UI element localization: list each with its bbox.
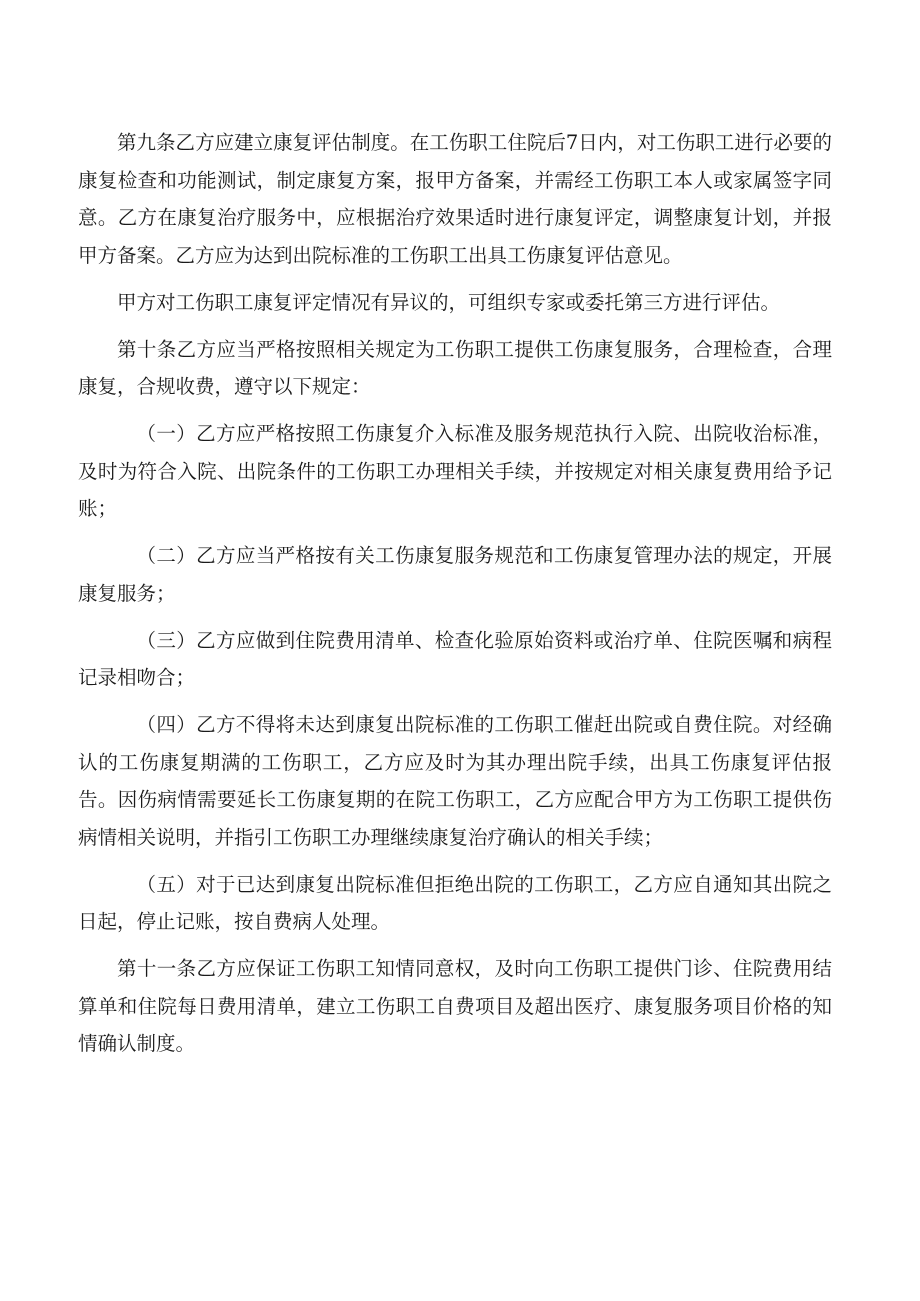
paragraph-item-2: （二）乙方应当严格按有关工伤康复服务规范和工伤康复管理办法的规定，开展康复服务； [78,544,832,605]
paragraph-item-3: （三）乙方应做到住院费用清单、检查化验原始资料或治疗单、住院医嘱和病程记录相吻合； [78,628,832,689]
paragraph-dispute-evaluation: 甲方对工伤职工康复评定情况有异议的，可组织专家或委托第三方进行评估。 [117,290,781,314]
paragraph-article-9: 第九条乙方应建立康复评估制度。在工伤职工住院后7日内，对工伤职工进行必要的康复检查和功能测试，制定康复方案，报甲方备案，并需经工伤职工本人或家属签字同意。乙方在康复治疗服务中，应根据治疗效果适时进行康复评定，调整康复计划，并报甲方备案。乙方应为达到出院标准的工伤职工出具工伤康复评估意见。 [78,131,832,267]
paragraph-item-4: （四）乙方不得将未达到康复出院标准的工伤职工催赶出院或自费住院。对经确认的工伤康复期满的工伤职工，乙方应及时为其办理出院手续，出具工伤康复评估报告。因伤病情需要延长工伤康复期的在院工伤职工，乙方应配合甲方为工伤职工提供伤病情相关说明，并指引工伤职工办理继续康复治疗确认的相关手续； [78,713,832,849]
document-body [78,124,832,1063]
paragraph-item-1: （一）乙方应严格按照工伤康复介入标准及服务规范执行入院、出院收治标准，及时为符合入院、出院条件的工伤职工办理相关手续，并按规定对相关康复费用给予记账； [78,422,832,520]
paragraph-item-5: （五）对于已达到康复出院标准但拒绝出院的工伤职工，乙方应自通知其出院之日起，停止记账，按自费病人处理。 [78,872,832,933]
paragraph-article-10: 第十条乙方应当严格按照相关规定为工伤职工提供工伤康复服务，合理检查，合理康复，合规收费，遵守以下规定： [78,337,832,398]
paragraph-article-11: 第十一条乙方应保证工伤职工知情同意权，及时向工伤职工提供门诊、住院费用结算单和住院每日费用清单，建立工伤职工自费项目及超出医疗、康复服务项目价格的知情确认制度。 [78,957,832,1055]
